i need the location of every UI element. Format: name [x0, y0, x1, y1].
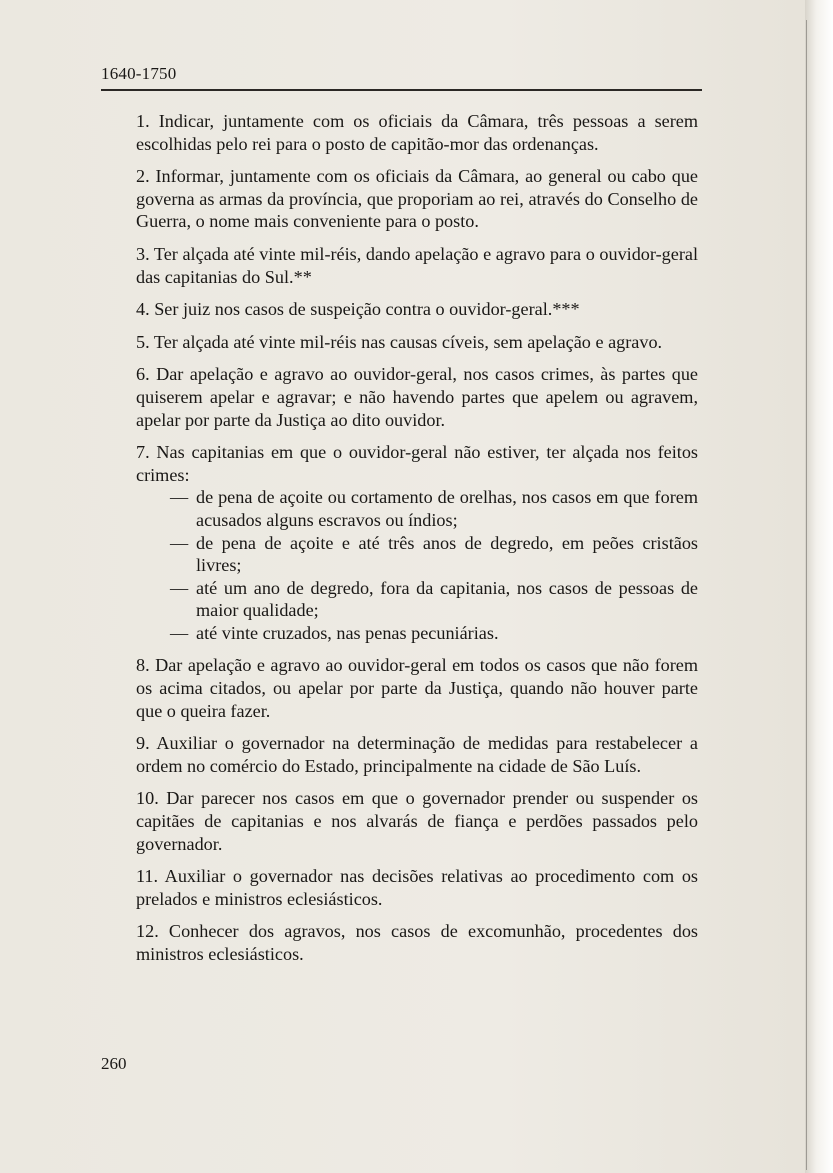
running-header: 1640-1750	[101, 64, 177, 83]
list-item-4: 4. Ser juiz nos casos de suspeição contra o ouvidor-geral.***	[136, 299, 580, 320]
body-text	[136, 110, 698, 976]
list-item-5: 5. Ter alçada até vinte mil-réis nas causas cíveis, sem apelação e agravo.	[136, 331, 663, 352]
page-edge-line	[806, 20, 807, 1170]
dash-glyph: —	[170, 622, 189, 643]
sub-list	[136, 486, 698, 644]
list-item-1: 1. Indicar, juntamente com os oficiais da Câmara, três pessoas a serem escolhidas pelo rei para o posto de capitão-mor das ordenanças.	[136, 111, 698, 154]
header-rule	[101, 89, 702, 91]
list-item-3: 3. Ter alçada até vinte mil-réis, dando apelação e agravo para o ouvidor-geral das capitanias do Sul.**	[136, 243, 698, 287]
sub-item-text: de pena de açoite e até três anos de degredo, em peões cristãos livres;	[196, 532, 698, 576]
sub-item	[136, 622, 698, 645]
list-item-12: 12. Conhecer dos agravos, nos casos de excomunhão, procedentes dos ministros eclesiásticos.	[136, 921, 698, 964]
dash-glyph: —	[170, 487, 189, 508]
list-item-9: 9. Auxiliar o governador na determinação de medidas para restabelecer a ordem no comércio do Estado, principalmente na cidade de São Luís.	[136, 733, 698, 776]
sub-item-text: até vinte cruzados, nas penas pecuniárias.	[196, 622, 499, 643]
dash-glyph: —	[170, 532, 189, 553]
list-item-7	[136, 441, 698, 644]
dash-glyph: —	[170, 577, 189, 598]
page-edge-shadow	[805, 0, 833, 1173]
sub-item	[136, 577, 698, 622]
sub-item	[136, 486, 698, 531]
sub-item-text: de pena de açoite ou cortamento de orelhas, nos casos em que forem acusados alguns escravos ou índios;	[196, 487, 698, 530]
sub-item	[136, 532, 698, 577]
list-item-11: 11. Auxiliar o governador nas decisões relativas ao procedimento com os prelados e ministros eclesiásticos.	[136, 866, 698, 909]
list-item-8: 8. Dar apelação e agravo ao ouvidor-geral em todos os casos que não forem os acima citados, ou apelar por parte da Justiça, quando não houver parte que o queira fazer.	[136, 655, 698, 721]
page-number: 260	[101, 1054, 127, 1073]
list-item-10: 10. Dar parecer nos casos em que o governador prender ou suspender os capitães de capitanias e nos alvarás de fiança e perdões passados pelo governador.	[136, 788, 698, 854]
list-item-6: 6. Dar apelação e agravo ao ouvidor-geral, nos casos crimes, às partes que quiserem apelar e agravar; e não havendo partes que apelem ou agravem, apelar por parte da Justiça ao dito ouvidor.	[136, 364, 698, 430]
sub-item-text: até um ano de degredo, fora da capitania, nos casos de pessoas de maior qualidade;	[196, 577, 698, 621]
list-item-7-intro: 7. Nas capitanias em que o ouvidor-geral não estiver, ter alçada nos feitos crimes:	[136, 442, 698, 485]
list-item-2: 2. Informar, juntamente com os oficiais da Câmara, ao general ou cabo que governa as armas da província, que proporiam ao rei, através do Conselho de Guerra, o nome mais conveniente para o posto.	[136, 166, 698, 232]
